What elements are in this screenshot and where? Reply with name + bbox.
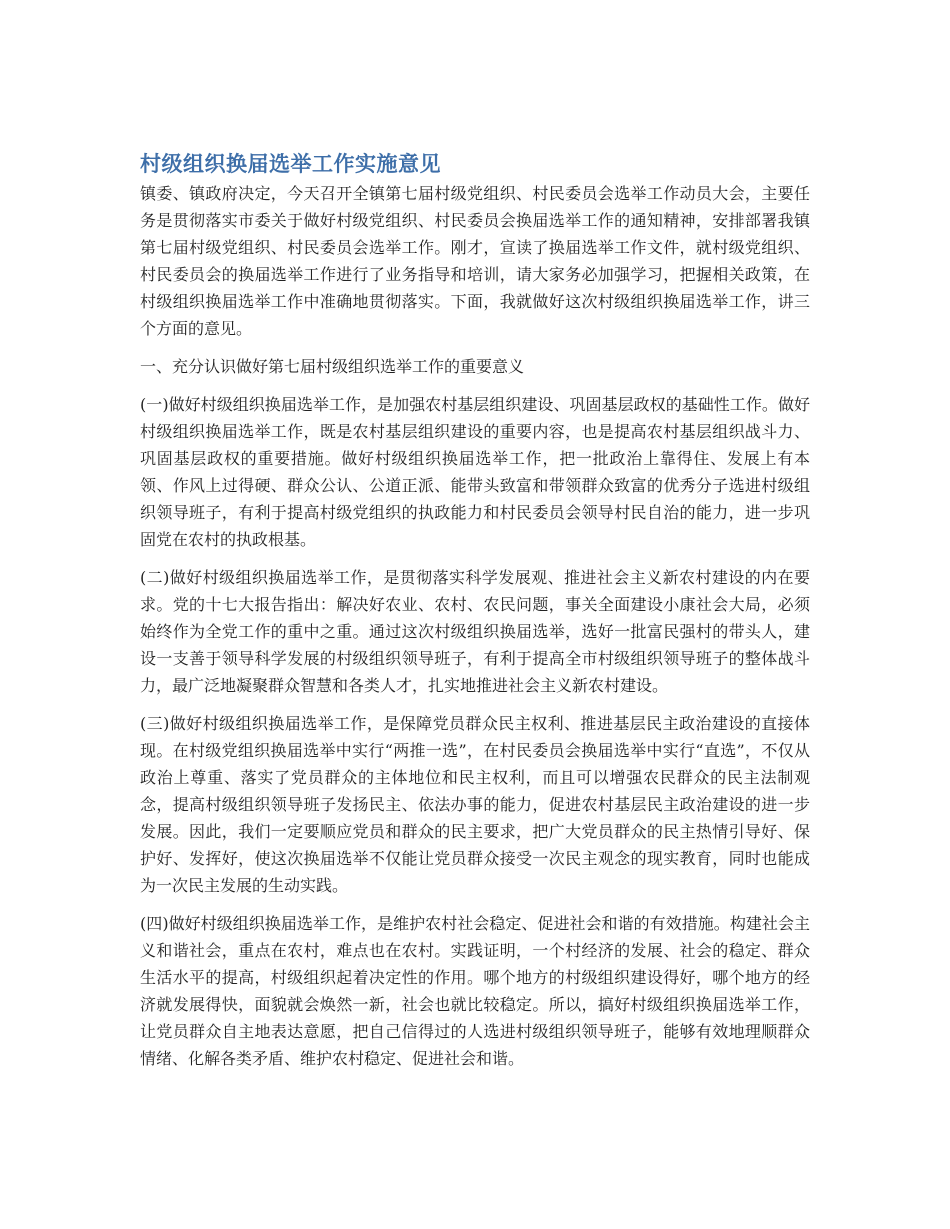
intro-paragraph: 镇委、镇政府决定，今天召开全镇第七届村级党组织、村民委员会选举工作动员大会，主要任务是贯彻落实市委关于做好村级党组织、村民委员会换届选举工作的通知精神，安排部署我镇第七届村级党组织、村民委员会选举工作。刚才，宣读了换届选举工作文件，就村级党组织、村民委员会的换届选举工作进行了业务指导和培训，请大家务必加强学习，把握相关政策，在村级组织换届选举工作中准确地贯彻落实。下面，我就做好这次村级组织换届选举工作，讲三个方面的意见。	[140, 184, 810, 338]
paragraph-1: (一)做好村级组织换届选举工作，是加强农村基层组织建设、巩固基层政权的基础性工作。做好村级组织换届选举工作，既是农村基层组织建设的重要内容，也是提高农村基层组织战斗力、巩固基层政权的重要措施。做好村级组织换届选举工作，把一批政治上靠得住、发展上有本领、作风上过得硬、群众公认、公道正派、能带头致富和带领群众致富的优秀分子选进村级组织领导班子，有利于提高村级党组织的执政能力和村民委员会领导村民自治的能力，进一步巩固党在农村的执政根基。	[140, 395, 810, 549]
paragraph-4: (四)做好村级组织换届选举工作，是维护农村社会稳定、促进社会和谐的有效措施。构建社会主义和谐社会，重点在农村，难点也在农村。实践证明，一个村经济的发展、社会的稳定、群众生活水平的提高，村级组织起着决定性的作用。哪个地方的村级组织建设得好，哪个地方的经济就发展得快，面貌就会焕然一新，社会也就比较稳定。所以，搞好村级组织换届选举工作，让党员群众自主地表达意愿，把自己信得过的人选进村级组织领导班子，能够有效地理顺群众情绪、化解各类矛盾、维护农村稳定、促进社会和谐。	[140, 914, 810, 1068]
section-heading: 一、充分认识做好第七届村级组织选举工作的重要意义	[140, 357, 525, 376]
paragraph-3: (三)做好村级组织换届选举工作，是保障党员群众民主权利、推进基层民主政治建设的直接体现。在村级党组织换届选举中实行“两推一选”，在村民委员会换届选举中实行“直选”，不仅从政治上尊重、落实了党员群众的主体地位和民主权利，而且可以增强农民群众的民主法制观念，提高村级组织领导班子发扬民主、依法办事的能力，促进农村基层民主政治建设的进一步发展。因此，我们一定要顺应党员和群众的民主要求，把广大党员群众的民主热情引导好、保护好、发挥好，使这次换届选举不仅能让党员群众接受一次民主观念的现实教育，同时也能成为一次民主发展的生动实践。	[140, 714, 810, 895]
document-title: 村级组织换届选举工作实施意见	[140, 152, 441, 176]
paragraph-2: (二)做好村级组织换届选举工作，是贯彻落实科学发展观、推进社会主义新农村建设的内在要求。党的十七大报告指出：解决好农业、农村、农民问题，事关全面建设小康社会大局，必须始终作为全党工作的重中之重。通过这次村级组织换届选举，选好一批富民强村的带头人，建设一支善于领导科学发展的村级组织领导班子，有利于提高全市村级组织领导班子的整体战斗力，最广泛地凝聚群众智慧和各类人才，扎实地推进社会主义新农村建设。	[140, 568, 810, 695]
document-page	[140, 150, 810, 1083]
